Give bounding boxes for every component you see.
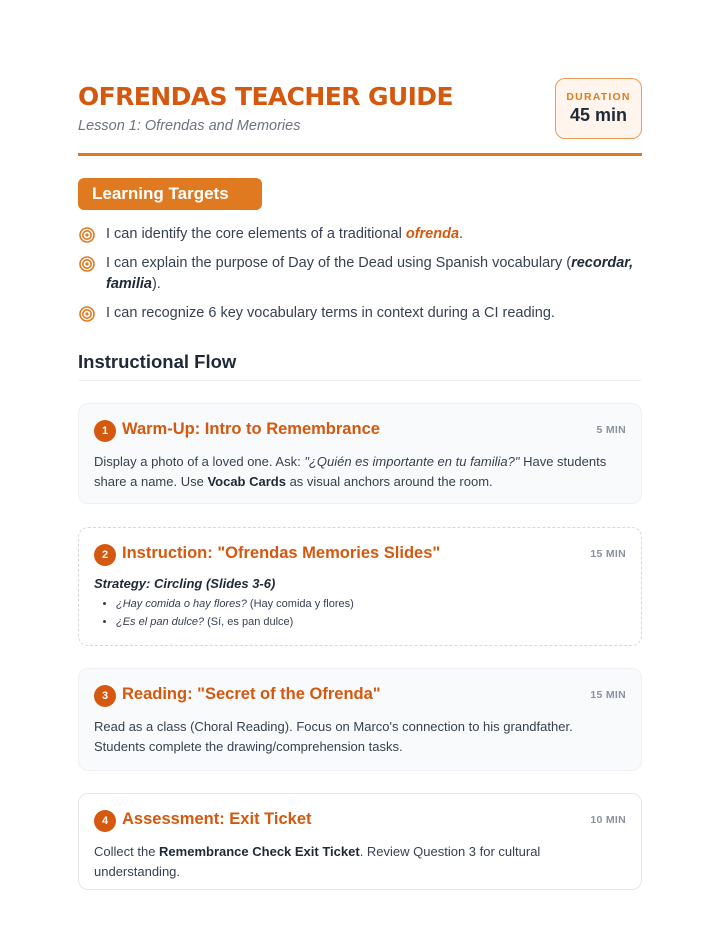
duration-label: DURATION [566, 91, 631, 103]
step-strategy: Strategy: Circling (Slides 3-6) [94, 576, 276, 591]
step-number: 4 [94, 810, 116, 832]
flow-step-reading [78, 668, 642, 771]
learning-target-item [78, 224, 642, 245]
target-icon [79, 306, 95, 322]
step-text: Collect the [94, 844, 160, 859]
target-text-end: . [459, 226, 464, 242]
step-bold-term: Remembrance Check Exit Ticket [159, 844, 360, 859]
learning-target-item [78, 253, 642, 295]
target-text: I can identify the core elements of a traditional [106, 226, 406, 242]
learning-target-item [78, 303, 642, 324]
step-time: 15 MIN [590, 548, 626, 560]
step-header [94, 542, 626, 568]
step-time: 15 MIN [590, 689, 626, 701]
step-header [94, 683, 626, 709]
circling-question [116, 595, 626, 613]
step-description: Read as a class (Choral Reading). Focus on Marco's connection to his grandfather. Students complete the drawing/comprehension tasks. [94, 719, 573, 754]
step-description [94, 842, 626, 882]
step-header [94, 808, 626, 834]
target-keyword: ofrenda [405, 226, 460, 242]
step-time: 5 MIN [596, 424, 626, 436]
step-number: 1 [94, 420, 116, 442]
page-title: OFRENDAS TEACHER GUIDE [78, 82, 453, 111]
step-text: . Review Question 3 for cultural understanding. [94, 844, 541, 879]
step-header [94, 418, 626, 444]
step-number: 2 [94, 544, 116, 566]
guide-header [78, 78, 642, 156]
step-bold-term: Vocab Cards [207, 474, 286, 489]
step-time: 10 MIN [590, 814, 626, 826]
circling-questions-list [94, 595, 626, 631]
step-title: Warm-Up: Intro to Remembrance [122, 420, 380, 438]
step-text: as visual anchors around the room. [285, 474, 493, 489]
learning-targets-heading: Learning Targets [78, 178, 262, 210]
step-title: Assessment: Exit Ticket [122, 810, 312, 828]
target-text: I can explain the purpose of Day of the Dead using Spanish vocabulary ( [106, 255, 572, 271]
circling-question [116, 613, 626, 631]
flow-step-warm-up [78, 403, 642, 504]
question-text: ¿Hay comida o hay flores? [116, 598, 247, 610]
answer-text: (Sí, es pan dulce) [204, 616, 294, 628]
flow-step-instruction [78, 527, 642, 646]
step-quote: "¿Quién es importante en tu familia?" [304, 454, 520, 469]
step-description [94, 452, 626, 492]
step-title: Reading: "Secret of the Ofrenda" [122, 685, 381, 703]
target-icon [79, 227, 95, 243]
answer-text: (Hay comida y flores) [246, 598, 354, 610]
step-text: Display a photo of a loved one. Ask: [94, 454, 305, 469]
target-icon [79, 256, 95, 272]
question-text: ¿Es el pan dulce? [116, 616, 205, 628]
target-keyword: recordar, familia [106, 255, 634, 292]
duration-badge [555, 78, 642, 139]
learning-targets-list [78, 224, 642, 332]
target-text-end: ). [151, 276, 161, 292]
instructional-flow-heading: Instructional Flow [78, 351, 642, 381]
lesson-subtitle: Lesson 1: Ofrendas and Memories [78, 118, 301, 134]
step-title: Instruction: "Ofrendas Memories Slides" [122, 544, 441, 562]
step-number: 3 [94, 685, 116, 707]
duration-value: 45 min [569, 105, 628, 125]
step-text: Have students share a name. Use [94, 454, 607, 489]
flow-step-assessment [78, 793, 642, 890]
target-text: I can recognize 6 key vocabulary terms in context during a CI reading. [106, 305, 555, 321]
